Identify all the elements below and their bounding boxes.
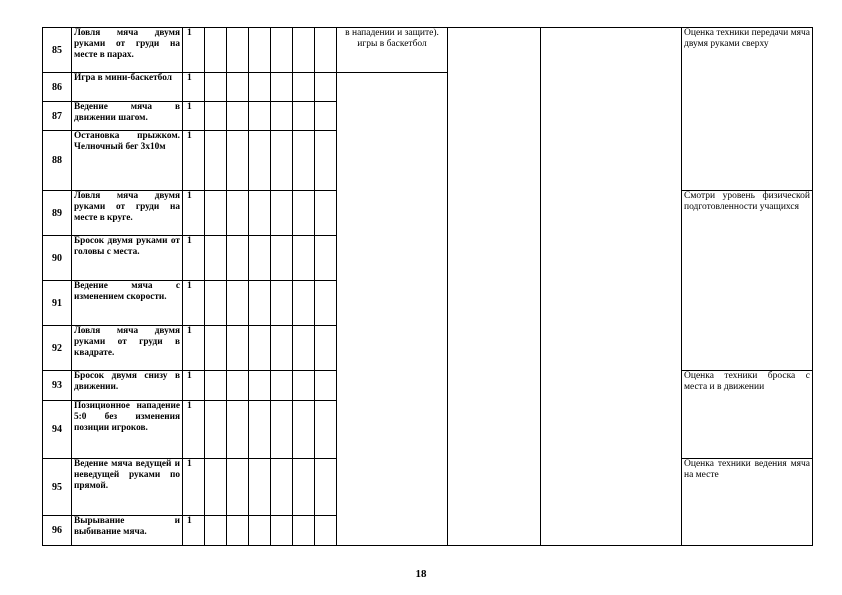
lesson-hours: 1 [183,371,205,401]
empty-cell [271,281,293,326]
lesson-hours: 1 [183,401,205,459]
table-row [43,28,813,73]
empty-cell [271,401,293,459]
empty-cell [293,236,315,281]
empty-cell [205,516,227,546]
empty-cell [293,131,315,191]
lesson-hours: 1 [183,102,205,131]
empty-cell [271,102,293,131]
empty-cell [227,191,249,236]
page-number: 18 [415,568,427,580]
empty-cell [249,459,271,516]
empty-cell [271,459,293,516]
lesson-topic: Ведение мяча ведущей и неведущей руками по прямой. [72,459,183,516]
empty-cell [271,131,293,191]
lesson-topic: Игра в мини-баскетбол [72,73,183,102]
lesson-topic: Ловля мяча двумя руками от груди на месте в парах. [72,28,183,73]
empty-cell [227,236,249,281]
lesson-number: 86 [43,73,72,102]
empty-cell [271,28,293,73]
empty-cell [249,516,271,546]
empty-cell [315,73,337,102]
lesson-number: 87 [43,102,72,131]
lesson-topic: Бросок двумя снизу в движении. [72,371,183,401]
lesson-topic: Вырывание и выбивание мяча. [72,516,183,546]
empty-cell [315,28,337,73]
lesson-topic: Бросок двумя руками от головы с места. [72,236,183,281]
empty-cell [227,102,249,131]
empty-cell [271,191,293,236]
lesson-number: 96 [43,516,72,546]
empty-cell [315,102,337,131]
section-theme: в нападении и защите). игры в баскетбол [337,28,448,73]
empty-column-cell [541,28,682,546]
lesson-number: 95 [43,459,72,516]
empty-cell [249,131,271,191]
lesson-number: 88 [43,131,72,191]
empty-cell [227,281,249,326]
empty-cell [271,73,293,102]
lesson-plan-table [42,27,813,546]
empty-cell [293,326,315,371]
empty-cell [315,191,337,236]
empty-cell [205,73,227,102]
lesson-hours: 1 [183,131,205,191]
lesson-number: 89 [43,191,72,236]
empty-cell [315,326,337,371]
empty-cell [249,326,271,371]
lesson-hours: 1 [183,281,205,326]
lesson-topic: Ведение мяча с изменением скорости. [72,281,183,326]
empty-cell [293,28,315,73]
empty-cell [249,102,271,131]
empty-cell [205,28,227,73]
lesson-number: 94 [43,401,72,459]
empty-cell [315,459,337,516]
empty-cell [227,516,249,546]
empty-cell [249,73,271,102]
lesson-hours: 1 [183,326,205,371]
empty-cell [205,191,227,236]
empty-cell [271,326,293,371]
lesson-topic: Ведение мяча в движении шагом. [72,102,183,131]
empty-cell [205,326,227,371]
empty-cell [205,236,227,281]
control-cell: Смотри уровень физической подготовленности учащихся [682,191,813,371]
empty-cell [227,326,249,371]
empty-cell [227,131,249,191]
lesson-hours: 1 [183,28,205,73]
empty-cell [293,191,315,236]
empty-cell [271,371,293,401]
empty-cell [315,516,337,546]
control-cell: Оценка техники ведения мяча на месте [682,459,813,546]
empty-cell [205,459,227,516]
empty-cell [293,371,315,401]
lesson-hours: 1 [183,236,205,281]
empty-cell [249,236,271,281]
lesson-topic: Ловля мяча двумя руками от груди на месте в круге. [72,191,183,236]
empty-cell [227,371,249,401]
empty-cell [271,236,293,281]
lesson-number: 92 [43,326,72,371]
empty-cell [293,459,315,516]
lesson-number: 91 [43,281,72,326]
empty-cell [227,28,249,73]
empty-cell [315,371,337,401]
empty-cell [315,401,337,459]
empty-cell [205,102,227,131]
lesson-number: 85 [43,28,72,73]
empty-cell [205,401,227,459]
empty-cell [249,28,271,73]
empty-cell [315,236,337,281]
empty-cell [205,281,227,326]
lesson-hours: 1 [183,516,205,546]
lesson-hours: 1 [183,73,205,102]
lesson-topic: Позиционное нападение 5:0 без изменения позиции игроков. [72,401,183,459]
empty-cell [293,102,315,131]
control-cell: Оценка техники броска с места и в движении [682,371,813,459]
empty-cell [293,281,315,326]
control-cell: Оценка техники передачи мяча двумя руками сверху [682,28,813,191]
lesson-number: 90 [43,236,72,281]
empty-cell [227,73,249,102]
empty-column-cell [448,28,541,546]
lesson-topic: Ловля мяча двумя руками от груди в квадрате. [72,326,183,371]
empty-cell [227,401,249,459]
empty-cell [205,371,227,401]
empty-cell [249,191,271,236]
lesson-number: 93 [43,371,72,401]
empty-cell [249,401,271,459]
empty-cell [249,371,271,401]
empty-cell [293,73,315,102]
empty-cell [315,131,337,191]
empty-cell [293,516,315,546]
lesson-topic: Остановка прыжком. Челночный бег 3х10м [72,131,183,191]
lesson-hours: 1 [183,459,205,516]
empty-column-cell [337,73,448,546]
empty-cell [293,401,315,459]
empty-cell [249,281,271,326]
empty-cell [315,281,337,326]
empty-cell [205,131,227,191]
empty-cell [227,459,249,516]
empty-cell [271,516,293,546]
lesson-hours: 1 [183,191,205,236]
